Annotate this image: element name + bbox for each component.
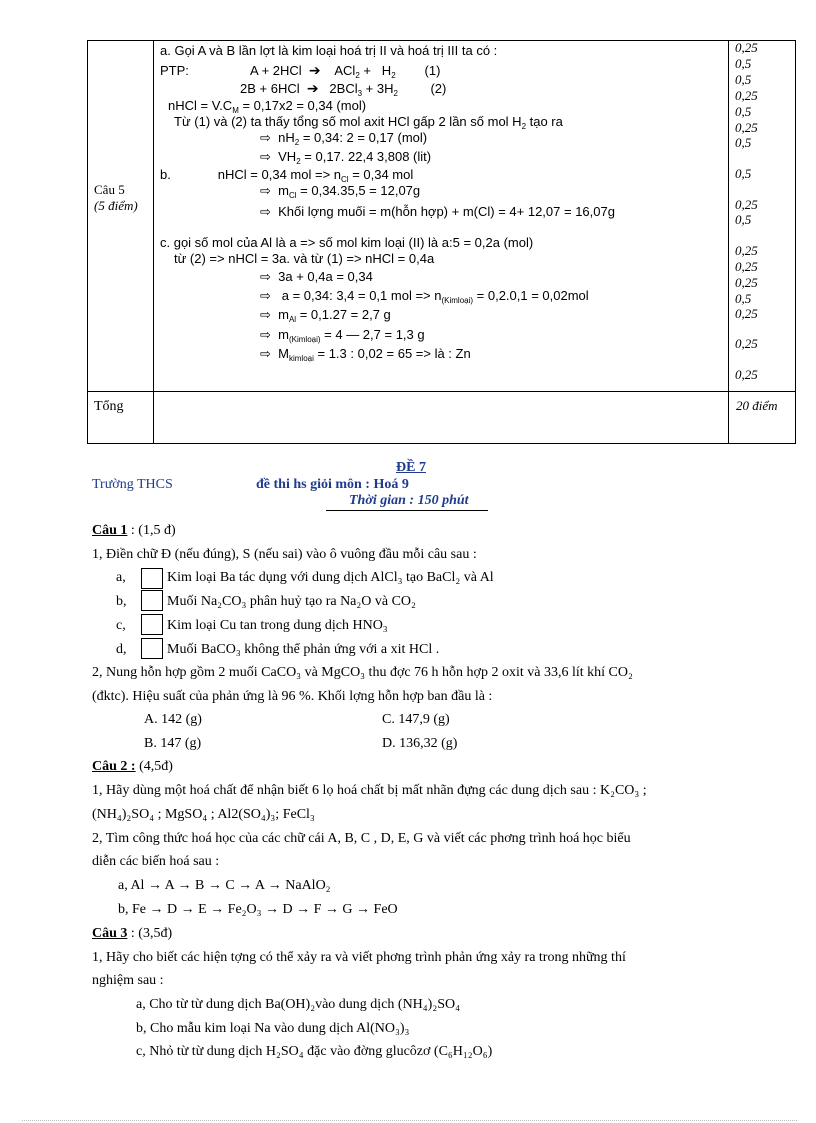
implies-arrow-icon: ⇨ [260,347,271,362]
solution-line: ⇨ $nH_2 = 0,34$: 2 = 0,17 (mol) [260,130,428,147]
solution-line: a. Gọi A và B lần lợt là kim loại hoá trị II và hoá trị III ta có : [160,43,498,58]
score: 0,5 [735,135,752,150]
page-footer-divider [22,1120,797,1121]
option-label: c, [116,618,126,633]
question-3-line1: 1, Hãy cho biết các hiện tợng có thể xảy ra và viết phơng trình phản ứng xảy ra trong những thí [92,950,626,965]
score: 0,25 [735,275,758,290]
score: 0,25 [735,336,758,351]
reaction-chain-a: a, Al → A → B → C → A → NaAlO₂ [118,878,331,893]
answer-table [87,40,796,444]
solution-line: ⇨ $M_{kimloại} = 1.3$ : 0,02 = 65 => là : Zn [260,346,471,363]
implies-arrow-icon: ⇨ [260,205,271,220]
solution-line: ⇨ a = 0,34: 3,4 = 0,1 mol => $n_{(Kimloại)} = 0,2.0,1 = 0,02mol$ [260,288,589,305]
solution-line: PTP: [160,63,189,78]
school-name: Trường THCS [92,477,173,492]
question-3-points: : (3,5đ) [127,926,173,941]
header-underline [326,510,488,511]
implies-arrow-icon: ⇨ [260,308,271,323]
question-2-line2: (NH₄)₂SO₄ ; MgSO₄ ; Al2(SO₄)₃; FeCl₃ [92,807,315,822]
option-b-text: Muối Na₂CO₃ phân huỷ tạo ra Na₂O và CO₂ [167,594,416,609]
solution-line: ⇨ Khối lợng muối = m(hỗn hợp) + m(Cl) = 4+ 12,07 = 16,07g [260,204,615,220]
option-a-text: Kim loại Ba tác dụng với dung dịch AlCl₃ tạo BaCl₂ và Al [167,570,494,585]
total-points: 20 điểm [736,398,778,413]
table-divider [728,41,729,443]
question-1-heading [92,522,176,540]
score: 0,25 [735,197,758,212]
score: 0,5 [735,104,752,119]
solution-line: ⇨ $VH_2 = 0,17$. 22,4 3,808 (lit) [260,149,432,166]
question-1-title: Câu 1 [92,523,128,538]
answer-checkbox[interactable] [141,614,163,635]
question-1-part2-line1 [92,664,742,682]
solution-line: ⇨ $m_{Al} = 0,1.27 = 2,7$ g [260,307,391,324]
answer-checkbox[interactable] [141,568,163,589]
option-label: a, [116,570,126,585]
solution-line: Từ (1) và (2) ta thấy tổng số mol axit HCl gấp 2 lần số mol $H_2$ tạo ra [174,114,563,131]
question-1-points: : (1,5 đ) [127,523,176,538]
score: 0,5 [735,166,752,181]
implies-arrow-icon: ⇨ [260,289,271,304]
choice-b: B. 147 (g) [144,736,202,751]
choice-d: D. 136,32 (g) [382,736,458,751]
solution-line: ⇨ $m_{(Kimloại)} = 4$ — 2,7 = 1,3 g [260,327,425,344]
score: 0,5 [735,291,752,306]
exam-subject: đề thi hs giỏi môn : Hoá 9 [256,477,409,492]
implies-arrow-icon: ⇨ [260,184,271,199]
reaction-arrow-icon: ➔ [306,81,319,97]
question-label: Câu 5 [94,182,125,197]
option-c-text: Kim loại Cu tan trong dung dịch HNO₃ [167,618,388,633]
question-3-title: Câu 3 [92,926,128,941]
score: 0,5 [735,56,752,71]
reaction-arrow-icon: ➔ [308,63,321,79]
question-3-heading [92,925,172,943]
score: 0,5 [735,212,752,227]
text-line: 2, Nung hỗn hợp gồm 2 muối CaCO₃ và MgCO₃ thu đợc 76 h hỗn hợp 2 oxit và 33,6 lít khí CO₂ [92,665,633,680]
exam-duration: Thời gian : 150 phút [349,493,469,508]
implies-arrow-icon: ⇨ [260,131,271,146]
question-points: (5 điểm) [94,198,138,213]
question-3-item-c: c, Nhỏ từ từ dung dịch H₂SO₄ đặc vào đờng glucôzơ (C₆H₁₂O₆) [136,1044,493,1059]
answer-checkbox[interactable] [141,590,163,611]
option-label: d, [116,642,127,657]
exam-number: ĐỀ 7 [396,460,426,475]
solution-line: ⇨ $m_{Cl} = 0,34.35,5 = 12,07g$ [260,183,421,200]
option-label: b, [116,594,127,609]
reaction-chain-b: b, Fe → D → E → Fe₂O₃ → D → F → G → FeO [118,902,398,917]
question-label-cell [94,182,138,214]
option-d-text: Muối BaCO₃ không thể phản ứng với a xit HCl . [167,642,440,657]
score: 0,25 [735,120,758,135]
question-2-heading [92,758,173,776]
score: 0,25 [735,367,758,382]
score: 0,25 [735,306,758,321]
score: 0,25 [735,88,758,103]
solution-line: b. nHCl = 0,34 mol => $n_{Cl} = 0,34$ mol [160,167,414,184]
answer-checkbox[interactable] [141,638,163,659]
question-1-part2-line2: (đktc). Hiệu suất của phản ứng là 96 %. Khối lợng hỗn hợp ban đầu là : [92,689,493,704]
question-2-points: (4,5đ) [135,759,173,774]
question-3-item-a: a, Cho từ từ dung dịch Ba(OH)₂vào dung dịch (NH₄)₂SO₄ [136,997,460,1012]
solution-content [154,41,726,391]
implies-arrow-icon: ⇨ [260,328,271,343]
score: 0,5 [735,72,752,87]
question-3-line2: nghiệm sau : [92,973,164,988]
question-2-line1: 1, Hãy dùng một hoá chất để nhận biết 6 lọ hoá chất bị mất nhãn đựng các dung dịch sau : K₂CO₃ ; [92,783,647,798]
solution-line: từ (2) => nHCl = 3a. và từ (1) => nHCl = 0,4a [174,251,435,266]
choice-a: A. 142 (g) [144,712,202,727]
table-divider [88,391,795,392]
question-2-title: Câu 2 : [92,759,136,774]
total-label: Tổng [94,399,124,414]
equation-line: A + 2HCl ➔ $ACl_2 + H_2$ (1) [250,63,441,80]
solution-line: c. gọi số mol của Al là a => số mol kim loại (II) là a:5 = 0,2a (mol) [160,235,534,250]
solution-line: ⇨ 3a + 0,4a = 0,34 [260,269,373,285]
implies-arrow-icon: ⇨ [260,270,271,285]
solution-line: nHCl = $V.C_M = 0,17x2 = 0,34$ (mol) [168,98,367,115]
score: 0,25 [735,259,758,274]
score: 0,25 [735,40,758,55]
equation-line: 2B + 6HCl ➔ $2BCl_3 + 3H_2$ (2) [240,81,447,98]
question-2-line3: 2, Tìm công thức hoá học của các chữ cái A, B, C , D, E, G và viết các phơng trình hoá học biểu [92,831,631,846]
question-3-item-b: b, Cho mẫu kim loại Na vào dung dịch Al(NO₃)₃ [136,1021,410,1036]
choice-c: C. 147,9 (g) [382,712,450,727]
question-1-intro: 1, Điền chữ Đ (nếu đúng), S (nếu sai) vào ô vuông đầu mỗi câu sau : [92,547,477,562]
implies-arrow-icon: ⇨ [260,150,271,165]
question-2-line4: diễn các biến hoá sau : [92,854,220,869]
score: 0,25 [735,243,758,258]
